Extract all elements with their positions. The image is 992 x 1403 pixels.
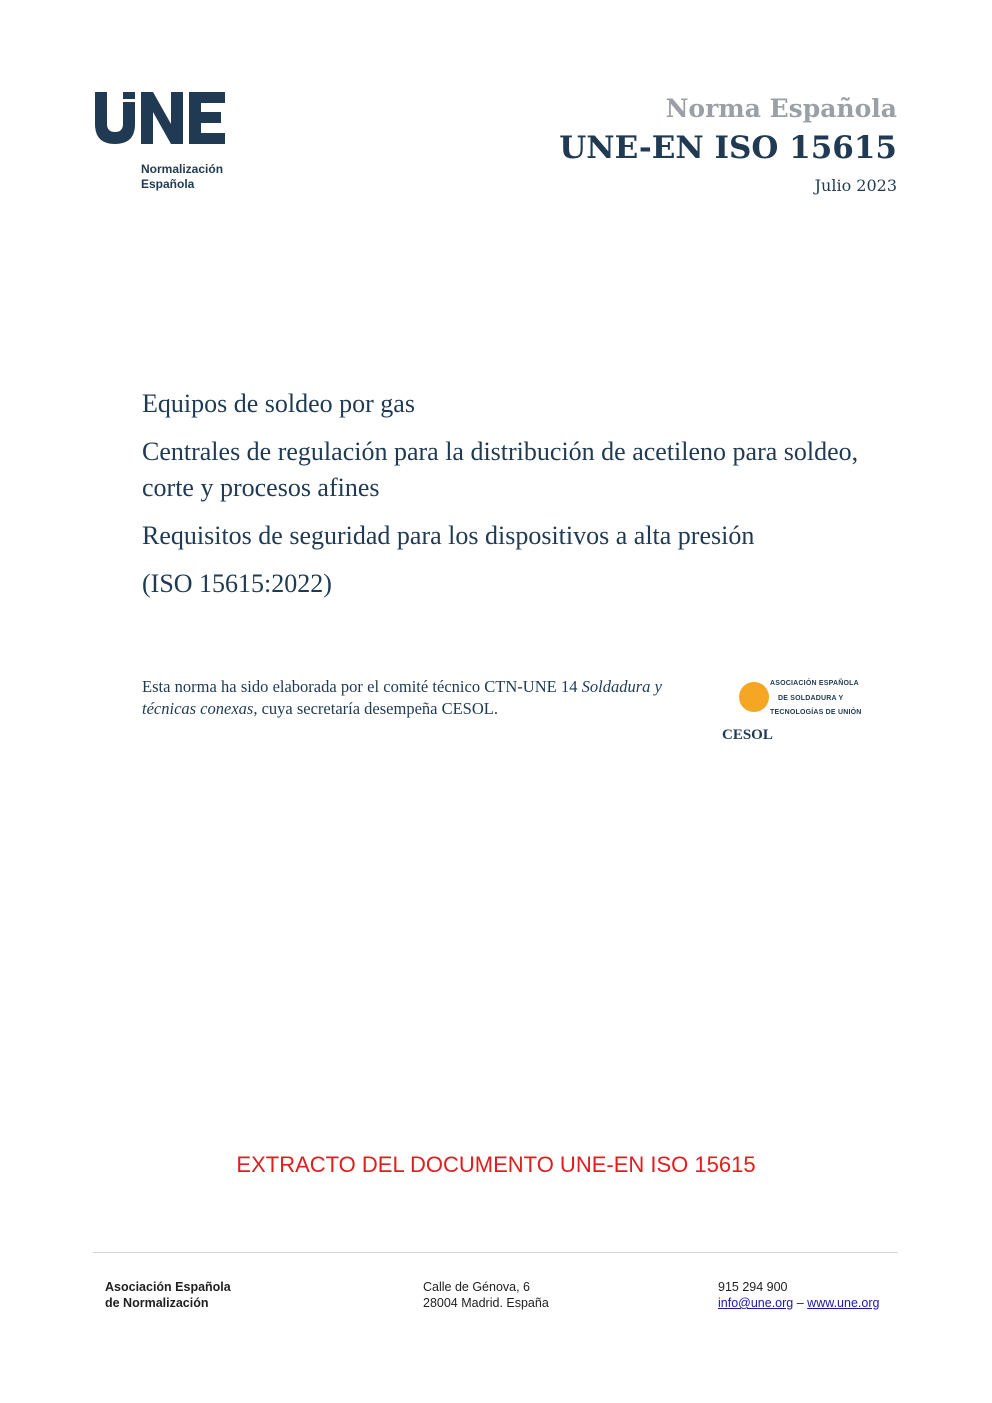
footer-phone: 915 294 900: [718, 1280, 788, 1294]
footer-address-line-2: 28004 Madrid. España: [423, 1296, 549, 1310]
extract-notice: EXTRACTO DEL DOCUMENTO UNE-EN ISO 15615: [236, 1152, 756, 1177]
footer-org-line-1: Asociación Española: [105, 1280, 231, 1294]
title-line-2: Centrales de regulación para la distribución de acetileno para soldeo, corte y procesos afines: [142, 437, 859, 502]
cesol-logo: [720, 676, 870, 746]
title-line-3: Requisitos de seguridad para los dispositivos a alta presión: [142, 521, 755, 550]
footer-links: [718, 1295, 879, 1311]
footer-contact: [718, 1279, 879, 1311]
footer-org-line-2: de Normalización: [105, 1296, 209, 1310]
norma-label: Norma Española: [665, 94, 897, 123]
email-link[interactable]: info@une.org: [718, 1296, 794, 1310]
cesol-line-1: ASOCIACIÓN ESPAÑOLA: [770, 680, 859, 687]
title-line-1: Equipos de soldeo por gas: [142, 389, 415, 418]
cesol-line-2: DE SOLDADURA Y: [778, 695, 844, 702]
committee-text-before: Esta norma ha sido elaborada por el comité técnico CTN-UNE 14: [142, 677, 582, 696]
footer-separator: –: [796, 1296, 804, 1310]
une-logo-mark: [93, 88, 233, 148]
footer-address-line-1: Calle de Génova, 6: [423, 1280, 531, 1294]
norma-code: UNE-EN ISO 15615: [559, 130, 897, 166]
logo-subtitle-2: Española: [141, 177, 195, 191]
norma-date: Julio 2023: [814, 176, 897, 195]
logo-subtitle-1: Normalización: [141, 162, 224, 176]
cesol-line-3: TECNOLOGÍAS DE UNIÓN: [770, 709, 862, 716]
footer-address: [423, 1279, 549, 1311]
title-line-4: (ISO 15615:2022): [142, 569, 332, 598]
une-logo: [93, 88, 253, 198]
website-link[interactable]: www.une.org: [807, 1296, 880, 1310]
committee-paragraph: [142, 676, 662, 720]
committee-text-after: , cuya secretaría desempeña CESOL.: [253, 699, 498, 718]
cesol-emblem-icon: [720, 676, 770, 728]
cesol-name: CESOL: [722, 727, 773, 743]
committee-name: Soldadura y técnicas conexas: [142, 677, 662, 718]
footer-organization: [105, 1279, 231, 1311]
footer-divider: [93, 1252, 898, 1253]
